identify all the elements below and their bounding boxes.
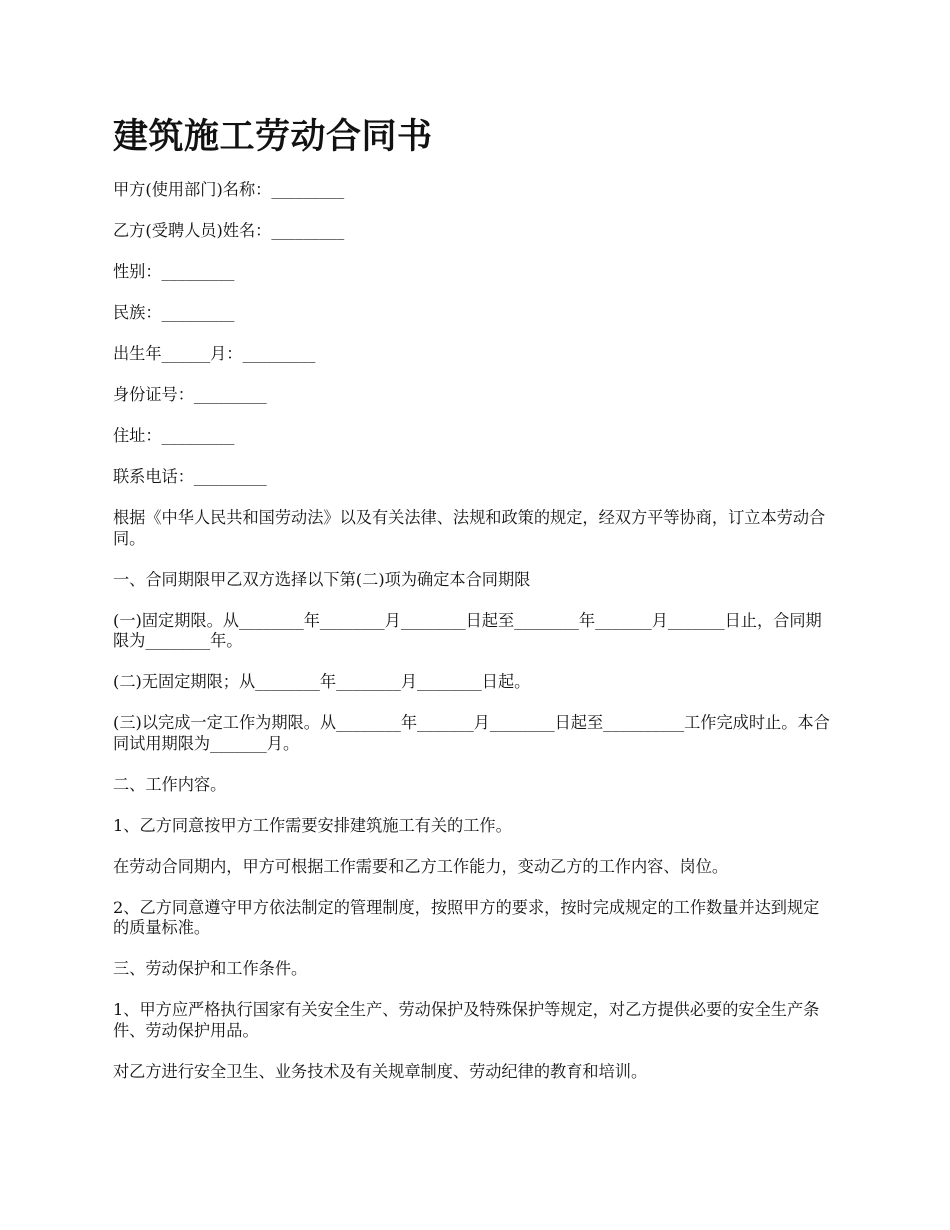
document-title: 建筑施工劳动合同书 [113,116,433,157]
id-number-field: 身份证号：_________ [113,385,267,404]
work-content-clause-1: 1、乙方同意按甲方工作需要安排建筑施工有关的工作。 [113,815,512,835]
gender-field: 性别：_________ [113,262,235,281]
term-task-paragraph: (三)以完成一定工作为期限。从________年_______月________日起至__________工作完成时止。本合同试用期限为_______月。 [113,713,830,753]
section-heading-protection: 三、劳动保护和工作条件。 [113,959,308,978]
section-heading-work-content: 二、工作内容。 [113,774,227,794]
phone-field: 联系电话：_________ [113,467,267,486]
work-content-paragraph: 在劳动合同期内，甲方可根据工作需要和乙方工作能力，变动乙方的工作内容、岗位。 [113,856,729,876]
document-page [113,112,835,1103]
birth-date-field: 出生年______月：_________ [113,344,316,363]
term-fixed-paragraph: (一)固定期限。从________年________月________日起至________年_______月_______日止，合同期限为________年。 [113,610,822,650]
preamble-paragraph: 根据《中华人民共和国劳动法》以及有关法律、法规和政策的规定，经双方平等协商，订立本劳动合同。 [113,508,826,548]
term-unfixed-paragraph: (二)无固定期限；从________年________月________日起。 [113,672,531,691]
ethnicity-field: 民族：_________ [113,303,235,322]
party-b-name-field: 乙方(受聘人员)姓名：_________ [113,221,345,240]
address-field: 住址：_________ [113,426,235,445]
protection-clause-1: 1、甲方应严格执行国家有关安全生产、劳动保护及特殊保护等规定，对乙方提供必要的安全生产条件、劳动保护用品。 [113,1000,820,1040]
section-heading-term: 一、合同期限甲乙双方选择以下第(二)项为确定本合同期限 [113,569,531,589]
work-content-clause-2: 2、乙方同意遵守甲方依法制定的管理制度，按照甲方的要求，按时完成规定的工作数量并达到规定的质量标准。 [113,897,820,937]
party-a-name-field: 甲方(使用部门)名称：_________ [113,180,345,199]
protection-paragraph: 对乙方进行安全卫生、业务技术及有关规章制度、劳动纪律的教育和培训。 [113,1061,648,1081]
